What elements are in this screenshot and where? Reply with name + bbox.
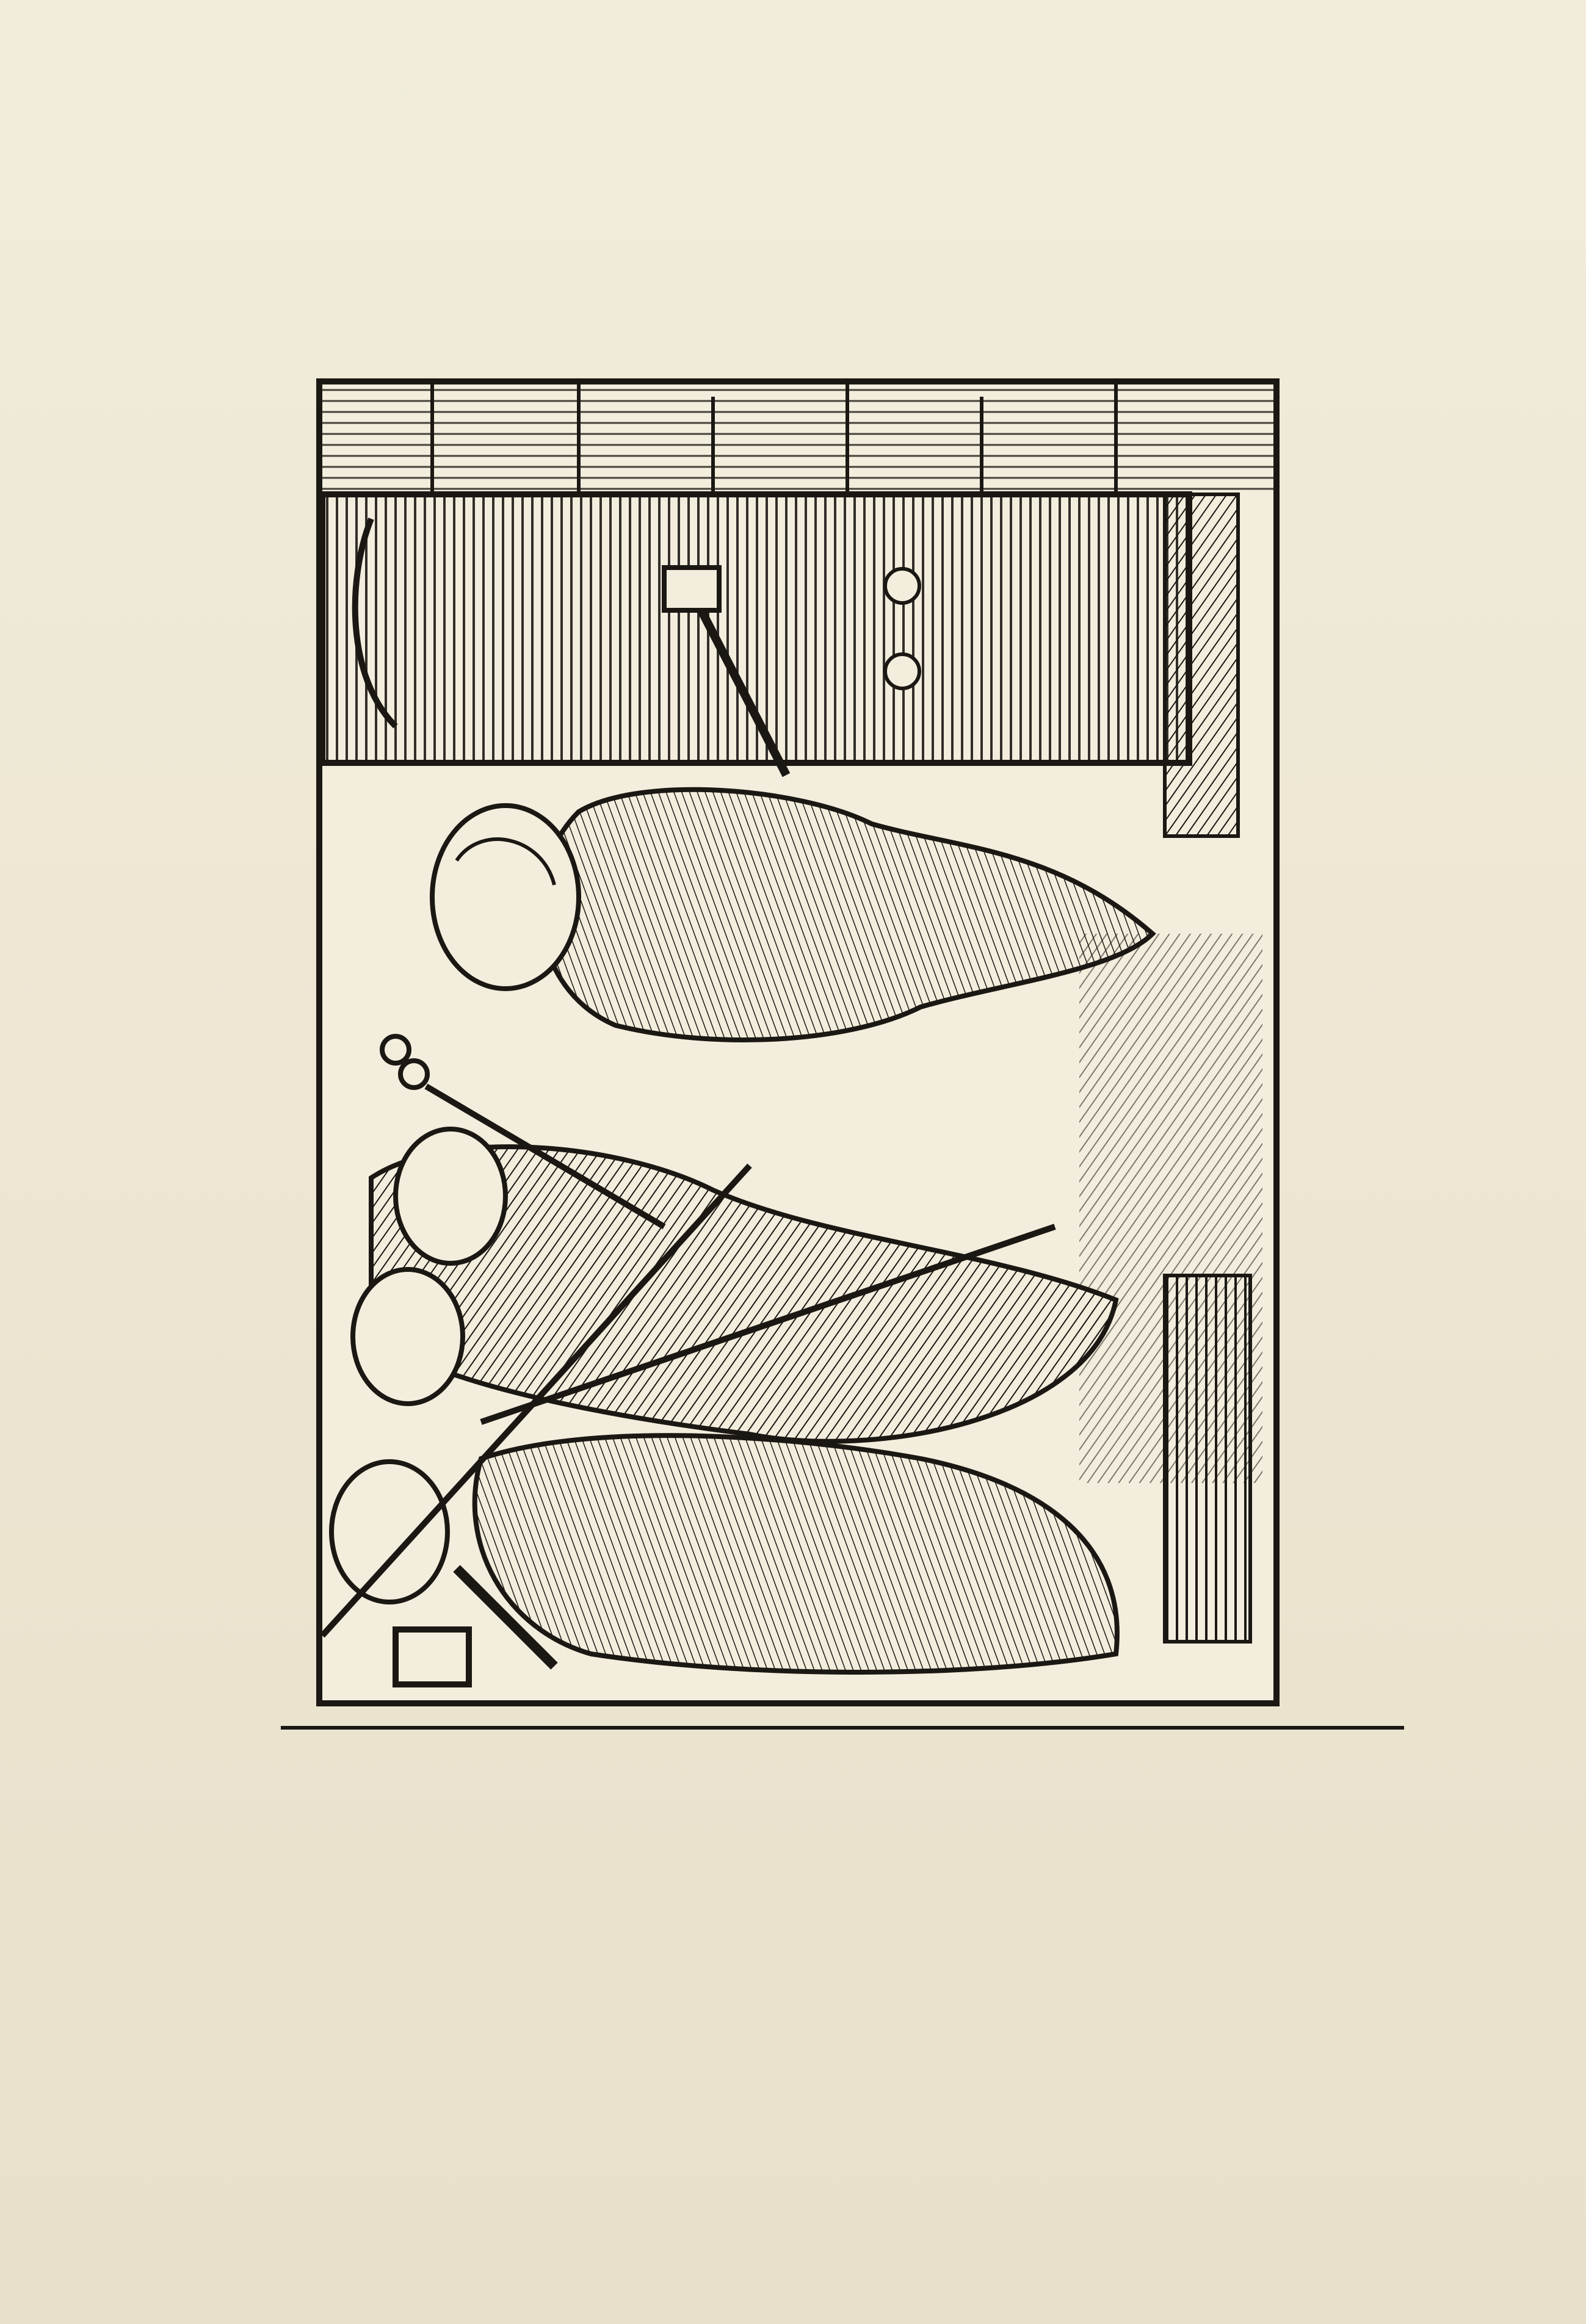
woodcut-illustration <box>316 378 1280 1706</box>
temple-of-janus-woodcut <box>322 384 1273 1700</box>
caption-rule <box>281 1726 1404 1730</box>
ornament-strip <box>281 1739 1392 1782</box>
